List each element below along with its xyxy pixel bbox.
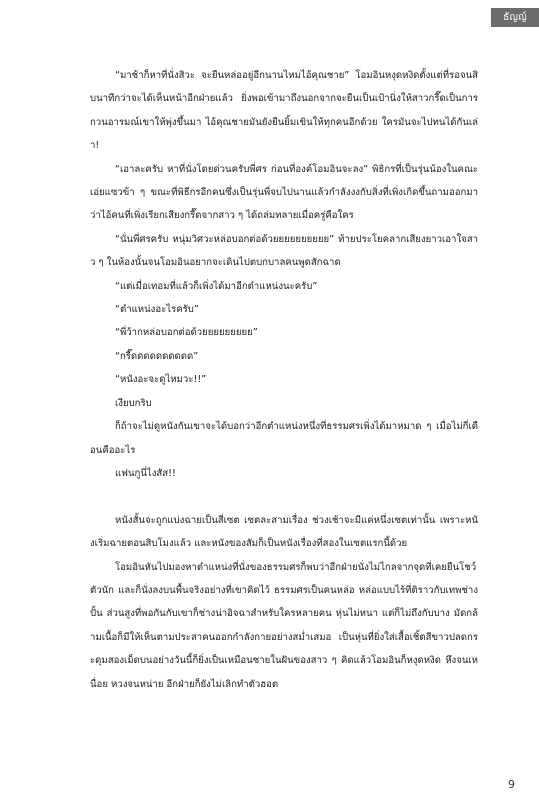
paragraph: ก็ถ้าจะไม่ดูหนังกันเขาจะได้บอกว่าอีกตำแหน่งหนึ่งที่ธรรมศรเพิ่งได้มาหมาด ๆ เมื่อไม่กี่เดือนคืออะไร bbox=[90, 421, 478, 456]
paragraph: “กรี๊ดดดดดดดดดด” bbox=[115, 350, 199, 362]
paragraph: “หนังอะจะดูไหมวะ!!” bbox=[115, 374, 207, 386]
paragraph: แฟนกูนี่ไงสัส!! bbox=[115, 467, 176, 479]
paragraph: เงียบกริบ bbox=[115, 397, 152, 409]
running-header-author: ธัญญ์ bbox=[491, 8, 539, 27]
paragraph: “เอาละครับ หาที่นั่งโดยด่วนครับพี่ศร ก่อนที่องค์โอมอินจะลง” พิธิกรที่เป็นรุ่นน้องในคณะเอ่ยแซวข้า ๆ ขณะที่พิธีกรอีกคนซึ่งเป็นรุ่นพี่จบไปนานแล้วกำลังงงกับสิ่งที่เพิ่งเกิดขึ้นถามออกมาว่าไอ้คนที่เพิ่งเรียกเสียงกรี๊ดจากสาว ๆ ได้ถล่มทลายเมื่อครู่คือใคร bbox=[90, 163, 478, 222]
page-body bbox=[90, 64, 478, 696]
paragraph: “มาช้าก็หาที่นั่งสิวะ จะยืนหล่ออยู่อีกนานไหมไอ้คุณชาย” โอมอินหงุดหงิดตั้งแต่ที่รอจนสิบนาทีกว่าจะได้เห็นหน้าอีกฝ่ายแล้ว ยิ่งพอเข้ามาถึงนอกจากจะยืนเป็นเป้านิ่งให้สาวกรี๊ดเป็นการกวนอารมณ์เขาให้พุ่งขึ้นมา ไอ้คุณชายมันยังยืนยิ้มเขินให้ทุกคนอีกด้วย ใครมันจะไปทนได้กันเล่า! bbox=[90, 70, 478, 152]
paragraph: “นั่นพี่ศรครับ หนุ่มวิศวะหล่อบอกต่อด้วยยยยยยยยยย” ท้ายประโยคลากเสียงยาวเอาใจสาว ๆ ในห้องนั้นจนโอมอินอยากจะเดินไปตบกบาลคนพูดสักฉาด bbox=[90, 233, 478, 269]
section-break bbox=[90, 485, 478, 508]
paragraph: “พี่ว้ากหล่อบอกต่อด้วยยยยยยยยย” bbox=[115, 327, 258, 339]
paragraph: “แต่เมื่อเทอมที่แล้วก็เพิ่งได้มาอีกตำแหน่งนะครับ” bbox=[115, 280, 318, 292]
paragraph: โอมอินหันไปมองหาตำแหน่งที่นั่งของธรรมศรก็พบว่าอีกฝ่ายนั่งไม่ไกลจากจุดที่เคยยืนโชว์ตัวนัก และก็นั่งลงบนพื้นจริงอย่างที่เขาคิดไว้ ธรรมศรเป็นคนหล่อ หล่อแบบไร้ที่ติราวกับเทพช่างปั้น ส่วนสูงที่พอกันกับเขาก็ช่างน่าอิจฉาสำหรับใครหลายคน หุ่นไม่หนา แต่ก็ไม่ถึงกับบาง มัดกล้ามเนื้อก็มีให้เห็นตามประสาคนออกกำลังกายอย่างสม่ำเสมอ เป็นหุ่นที่ยิ่งใส่เสื้อเชิ้ตสีขาวปลดกระดุมสองเม็ดบนอย่างวันนี้ก็ยิ่งเป็นเหมือนชายในฝันของสาว ๆ คิดแล้วโอมอินก็หงุดหงิด หึงจนเหนื่อย หวงจนหน่าย อีกฝ่ายก็ยังไม่เลิกทำตัวฮอต bbox=[90, 561, 478, 690]
page-number: 9 bbox=[508, 778, 515, 791]
paragraph: หนังสั้นจะถูกแบ่งฉายเป็นสี่เซต เซตละสามเรื่อง ช่วงเช้าจะมีแค่หนึ่งเซตเท่านั้น เพราะหนังเริ่มฉายตอนสิบโมงแล้ว และหนังของสัมก็เป็นหนังเรื่องที่สองในเซตแรกนี้ด้วย bbox=[90, 514, 478, 550]
paragraph: “ตำแหน่งอะไรครับ” bbox=[115, 304, 199, 316]
